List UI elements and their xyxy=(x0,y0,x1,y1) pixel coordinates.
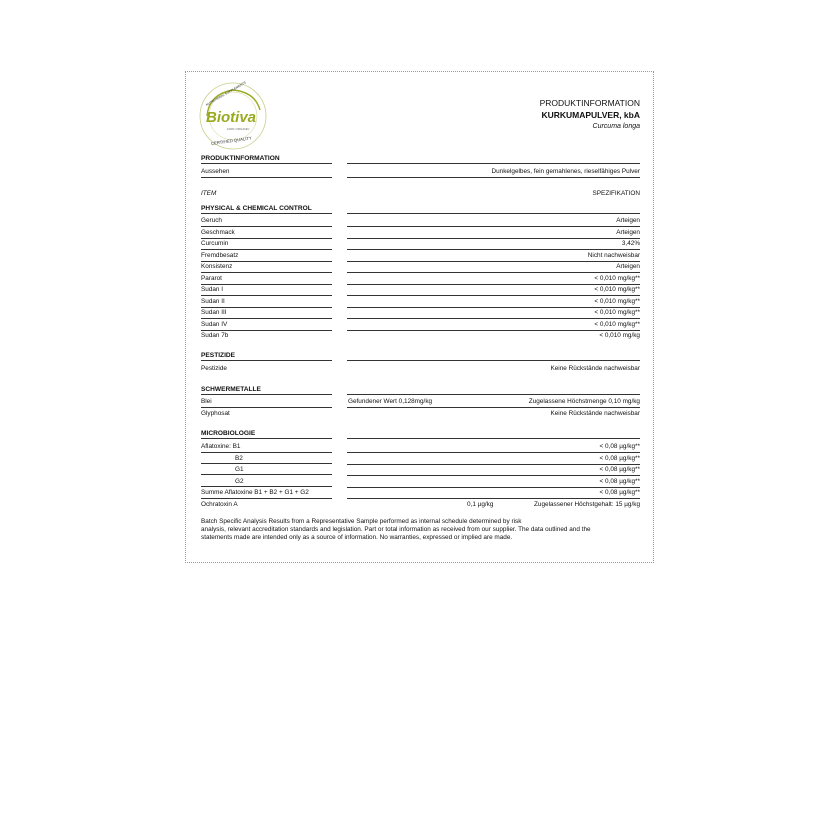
table-row xyxy=(201,396,640,408)
row-value: 3,42% xyxy=(621,240,640,247)
row-label: Fremdbesatz xyxy=(201,250,332,262)
table-row xyxy=(201,273,640,285)
biotiva-logo xyxy=(197,80,269,152)
row-line xyxy=(347,487,640,499)
row-label: Summe Aflatoxine B1 + B2 + G1 + G2 xyxy=(201,487,332,499)
divider xyxy=(347,163,640,164)
row-line xyxy=(347,227,640,239)
svg-text:NUTRITIONAL SUPPLEMENTS: NUTRITIONAL SUPPLEMENTS xyxy=(205,80,247,107)
table-row xyxy=(201,408,640,420)
divider xyxy=(201,360,332,361)
disclaimer-line: analysis, relevant accreditation standards and legislation. Part or total information as received from our supplier. The data outlined and the xyxy=(201,526,591,533)
row-measured: 0,1 µg/kg xyxy=(467,500,494,508)
table-row xyxy=(201,296,640,308)
row-value: < 0,010 mg/kg** xyxy=(594,274,640,282)
row-value: Zugelassene Höchstmenge 0,10 mg/kg xyxy=(528,398,640,405)
divider xyxy=(347,213,640,214)
row-value: Dunkelgelbes, fein gemahlenes, rieselfähiges Pulver xyxy=(491,168,640,175)
row-line xyxy=(347,330,640,341)
table-row xyxy=(201,476,640,488)
table-row xyxy=(201,441,640,453)
divider xyxy=(347,394,640,395)
row-value: Arteigen xyxy=(616,228,640,236)
row-label: Pestizide xyxy=(201,365,227,372)
row-label: Sudan IV xyxy=(201,319,332,331)
row-value: < 0,010 mg/kg** xyxy=(594,297,640,305)
svg-text:CERTIFIED QUALITY: CERTIFIED QUALITY xyxy=(210,135,253,147)
table-row xyxy=(201,453,640,465)
row-line xyxy=(347,238,640,250)
row-value: < 0,08 µg/kg** xyxy=(599,454,640,462)
row-line xyxy=(347,464,640,476)
divider xyxy=(201,163,332,164)
disclaimer-line: statements made are intended only as a source of information. No warranties, expressed or implied are made. xyxy=(201,534,513,541)
table-row xyxy=(201,261,640,273)
row-label: Geschmack xyxy=(201,227,332,239)
divider xyxy=(347,438,640,439)
row-label: Blei xyxy=(201,396,332,408)
row-label: G1 xyxy=(201,464,332,475)
disclaimer-line: Batch Specific Analysis Results from a Representative Sample performed as internal schedule determined by risk xyxy=(201,518,522,525)
svg-text:100% ORGANIC: 100% ORGANIC xyxy=(227,127,250,131)
table-row xyxy=(201,227,640,239)
row-label: Sudan I xyxy=(201,284,332,296)
table-row xyxy=(201,250,640,262)
section-heading-pestizide: PESTIZIDE xyxy=(201,352,236,359)
row-label: Sudan 7b xyxy=(201,332,229,339)
row-value: < 0,010 mg/kg** xyxy=(594,320,640,328)
table-row xyxy=(201,284,640,296)
row-value: < 0,08 µg/kg** xyxy=(599,466,640,473)
row-line xyxy=(347,261,640,273)
divider xyxy=(201,394,332,395)
table-row xyxy=(201,499,640,511)
row-label: Geruch xyxy=(201,215,332,227)
section-heading-microbiologie: MICROBIOLOGIE xyxy=(201,430,256,437)
doc-title: PRODUKTINFORMATION xyxy=(539,98,640,108)
divider xyxy=(201,213,332,214)
row-label: Pararot xyxy=(201,273,332,285)
row-label: B2 xyxy=(201,453,332,464)
row-label: Glyphosat xyxy=(201,409,230,417)
section-heading-produktinformation: PRODUKTINFORMATION xyxy=(201,155,280,162)
divider xyxy=(201,438,332,439)
row-value: Keine Rückstände nachweisbar xyxy=(550,409,640,417)
row-line xyxy=(347,476,640,488)
table-row xyxy=(201,215,640,227)
row-value: Keine Rückstände nachweisbar xyxy=(550,365,640,372)
row-label: Aflatoxine: B1 xyxy=(201,441,332,453)
row-value: < 0,010 mg/kg** xyxy=(594,309,640,316)
row-value: Arteigen xyxy=(616,217,640,224)
row-value: < 0,08 µg/kg** xyxy=(599,489,640,496)
table-row xyxy=(201,307,640,319)
svg-text:Biotiva: Biotiva xyxy=(206,109,257,126)
row-label: G2 xyxy=(201,476,332,487)
table-row xyxy=(201,487,640,499)
table-row xyxy=(201,238,640,250)
row-value: Nicht nachweisbar xyxy=(587,251,640,259)
row-label: Konsistenz xyxy=(201,261,332,273)
table-row xyxy=(201,319,640,331)
spec-label: SPEZIFIKATION xyxy=(592,190,640,197)
divider xyxy=(347,360,640,361)
row-label: Sudan II xyxy=(201,296,332,308)
row-label: Sudan III xyxy=(201,307,332,319)
item-label: ITEM xyxy=(201,190,217,197)
row-label: Ochratoxin A xyxy=(201,500,238,508)
row-value: Arteigen xyxy=(616,263,640,270)
row-value: < 0,010 mg/kg xyxy=(599,332,640,339)
row-value: Zugelassener Höchstgehalt: 15 µg/kg xyxy=(534,500,640,508)
row-line xyxy=(347,441,640,453)
row-value: < 0,010 mg/kg** xyxy=(594,286,640,293)
table-row xyxy=(201,166,640,178)
product-name: KURKUMAPULVER, kbA xyxy=(541,110,640,120)
row-line xyxy=(347,215,640,227)
table-row xyxy=(201,330,640,342)
row-label: Aussehen xyxy=(201,166,332,178)
row-value: < 0,08 µg/kg** xyxy=(599,477,640,485)
section-heading-physical: PHYSICAL & CHEMICAL CONTROL xyxy=(201,205,312,212)
table-row xyxy=(201,363,640,375)
section-heading-schwermetalle: SCHWERMETALLE xyxy=(201,386,261,393)
row-label: Curcumin xyxy=(201,238,332,250)
row-value: < 0,08 µg/kg** xyxy=(599,443,640,450)
table-row xyxy=(201,464,640,476)
row-measured: Gefundener Wert 0,128mg/kg xyxy=(348,398,433,405)
row-line xyxy=(347,453,640,465)
latin-name: Curcuma longa xyxy=(592,123,640,130)
